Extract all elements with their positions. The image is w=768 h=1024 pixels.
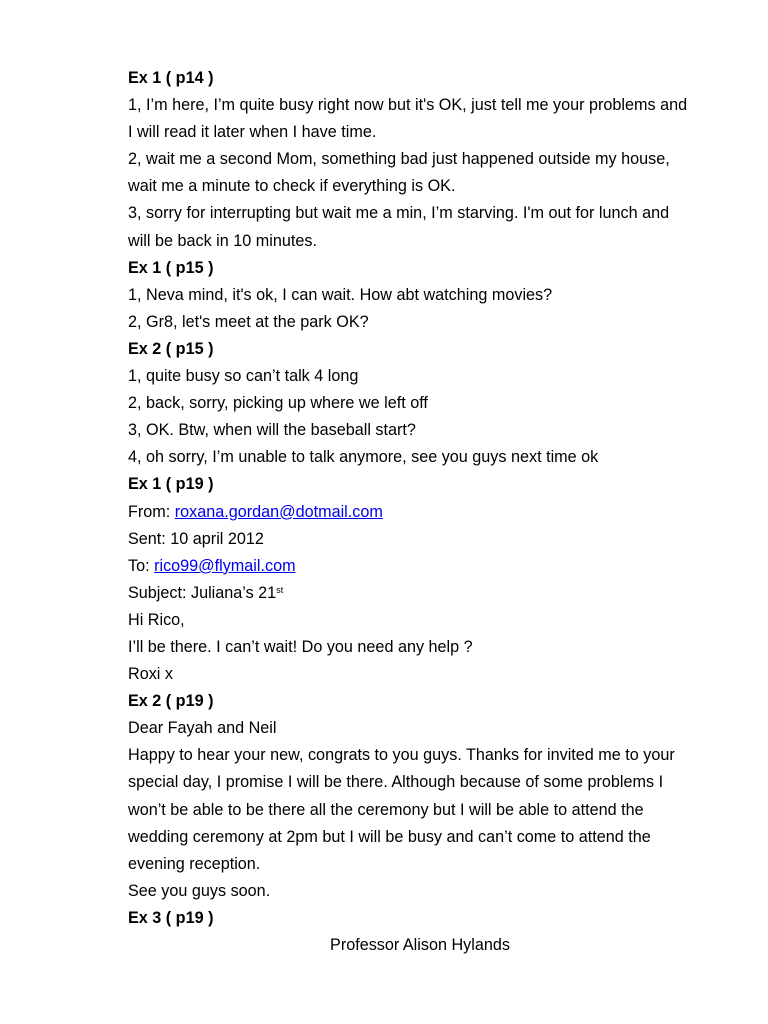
text-line: special day, I promise I will be there. Although because of some problems I	[128, 773, 664, 792]
text-line: will be back in 10 minutes.	[128, 231, 317, 250]
from-email-link[interactable]: roxana.gordan@dotmail.com	[174, 502, 383, 521]
text-line: 4, oh sorry, I’m unable to talk anymore, see you guys next time ok	[128, 448, 599, 467]
text-line: See you guys soon.	[128, 881, 271, 900]
text-line: 3, OK. Btw, when will the baseball start?	[128, 421, 416, 440]
text-line: won’t be able to be there all the ceremony but I will be able to attend the	[128, 800, 644, 819]
centered-name-line: Professor Alison Hylands	[330, 936, 510, 954]
text-line: Dear Fayah and Neil	[128, 719, 277, 738]
text-line: 2, back, sorry, picking up where we left off	[128, 394, 428, 413]
section-heading-ex3-p19: Ex 3 ( p19 )	[128, 908, 214, 927]
section-heading-ex1-p15: Ex 1 ( p15 )	[128, 258, 214, 277]
email-signoff: Roxi x	[128, 665, 173, 684]
text-line: 1, Neva mind, it's ok, I can wait. How abt watching movies?	[128, 285, 553, 304]
email-sent-line: Sent: 10 april 2012	[128, 529, 264, 548]
email-from-line	[128, 499, 728, 526]
document-body	[128, 65, 728, 959]
text-line: 2, Gr8, let's meet at the park OK?	[128, 312, 369, 331]
text-line: I will read it later when I have time.	[128, 123, 377, 142]
section-heading-ex1-p19: Ex 1 ( p19 )	[128, 475, 214, 494]
to-label: To:	[128, 556, 155, 575]
email-body: I’ll be there. I can’t wait! Do you need any help ?	[128, 637, 473, 656]
text-line: wedding ceremony at 2pm but I will be busy and can’t come to attend the	[128, 827, 651, 846]
section-heading-ex1-p14: Ex 1 ( p14 )	[128, 69, 214, 87]
subject-superscript: st	[276, 584, 284, 595]
text-line: 1, quite busy so can’t talk 4 long	[128, 367, 359, 386]
email-greeting: Hi Rico,	[128, 610, 185, 629]
text-line: 1, I’m here, I’m quite busy right now but it's OK, just tell me your problems and	[128, 96, 688, 115]
section-heading-ex2-p15: Ex 2 ( p15 )	[128, 339, 214, 358]
text-line: 2, wait me a second Mom, something bad just happened outside my house,	[128, 150, 670, 169]
text-line: Happy to hear your new, congrats to you guys. Thanks for invited me to your	[128, 746, 675, 765]
text-line: wait me a minute to check if everything is OK.	[128, 177, 456, 196]
subject-text: Subject: Juliana’s 21	[128, 583, 277, 602]
text-line: 3, sorry for interrupting but wait me a min, I’m starving. I'm out for lunch and	[128, 204, 670, 223]
text-line: evening reception.	[128, 854, 261, 873]
section-heading-ex2-p19: Ex 2 ( p19 )	[128, 692, 214, 711]
email-subject-line	[128, 580, 728, 607]
from-label: From:	[128, 502, 175, 521]
to-email-link[interactable]: rico99@flymail.com	[154, 556, 296, 575]
email-to-line	[128, 553, 728, 580]
